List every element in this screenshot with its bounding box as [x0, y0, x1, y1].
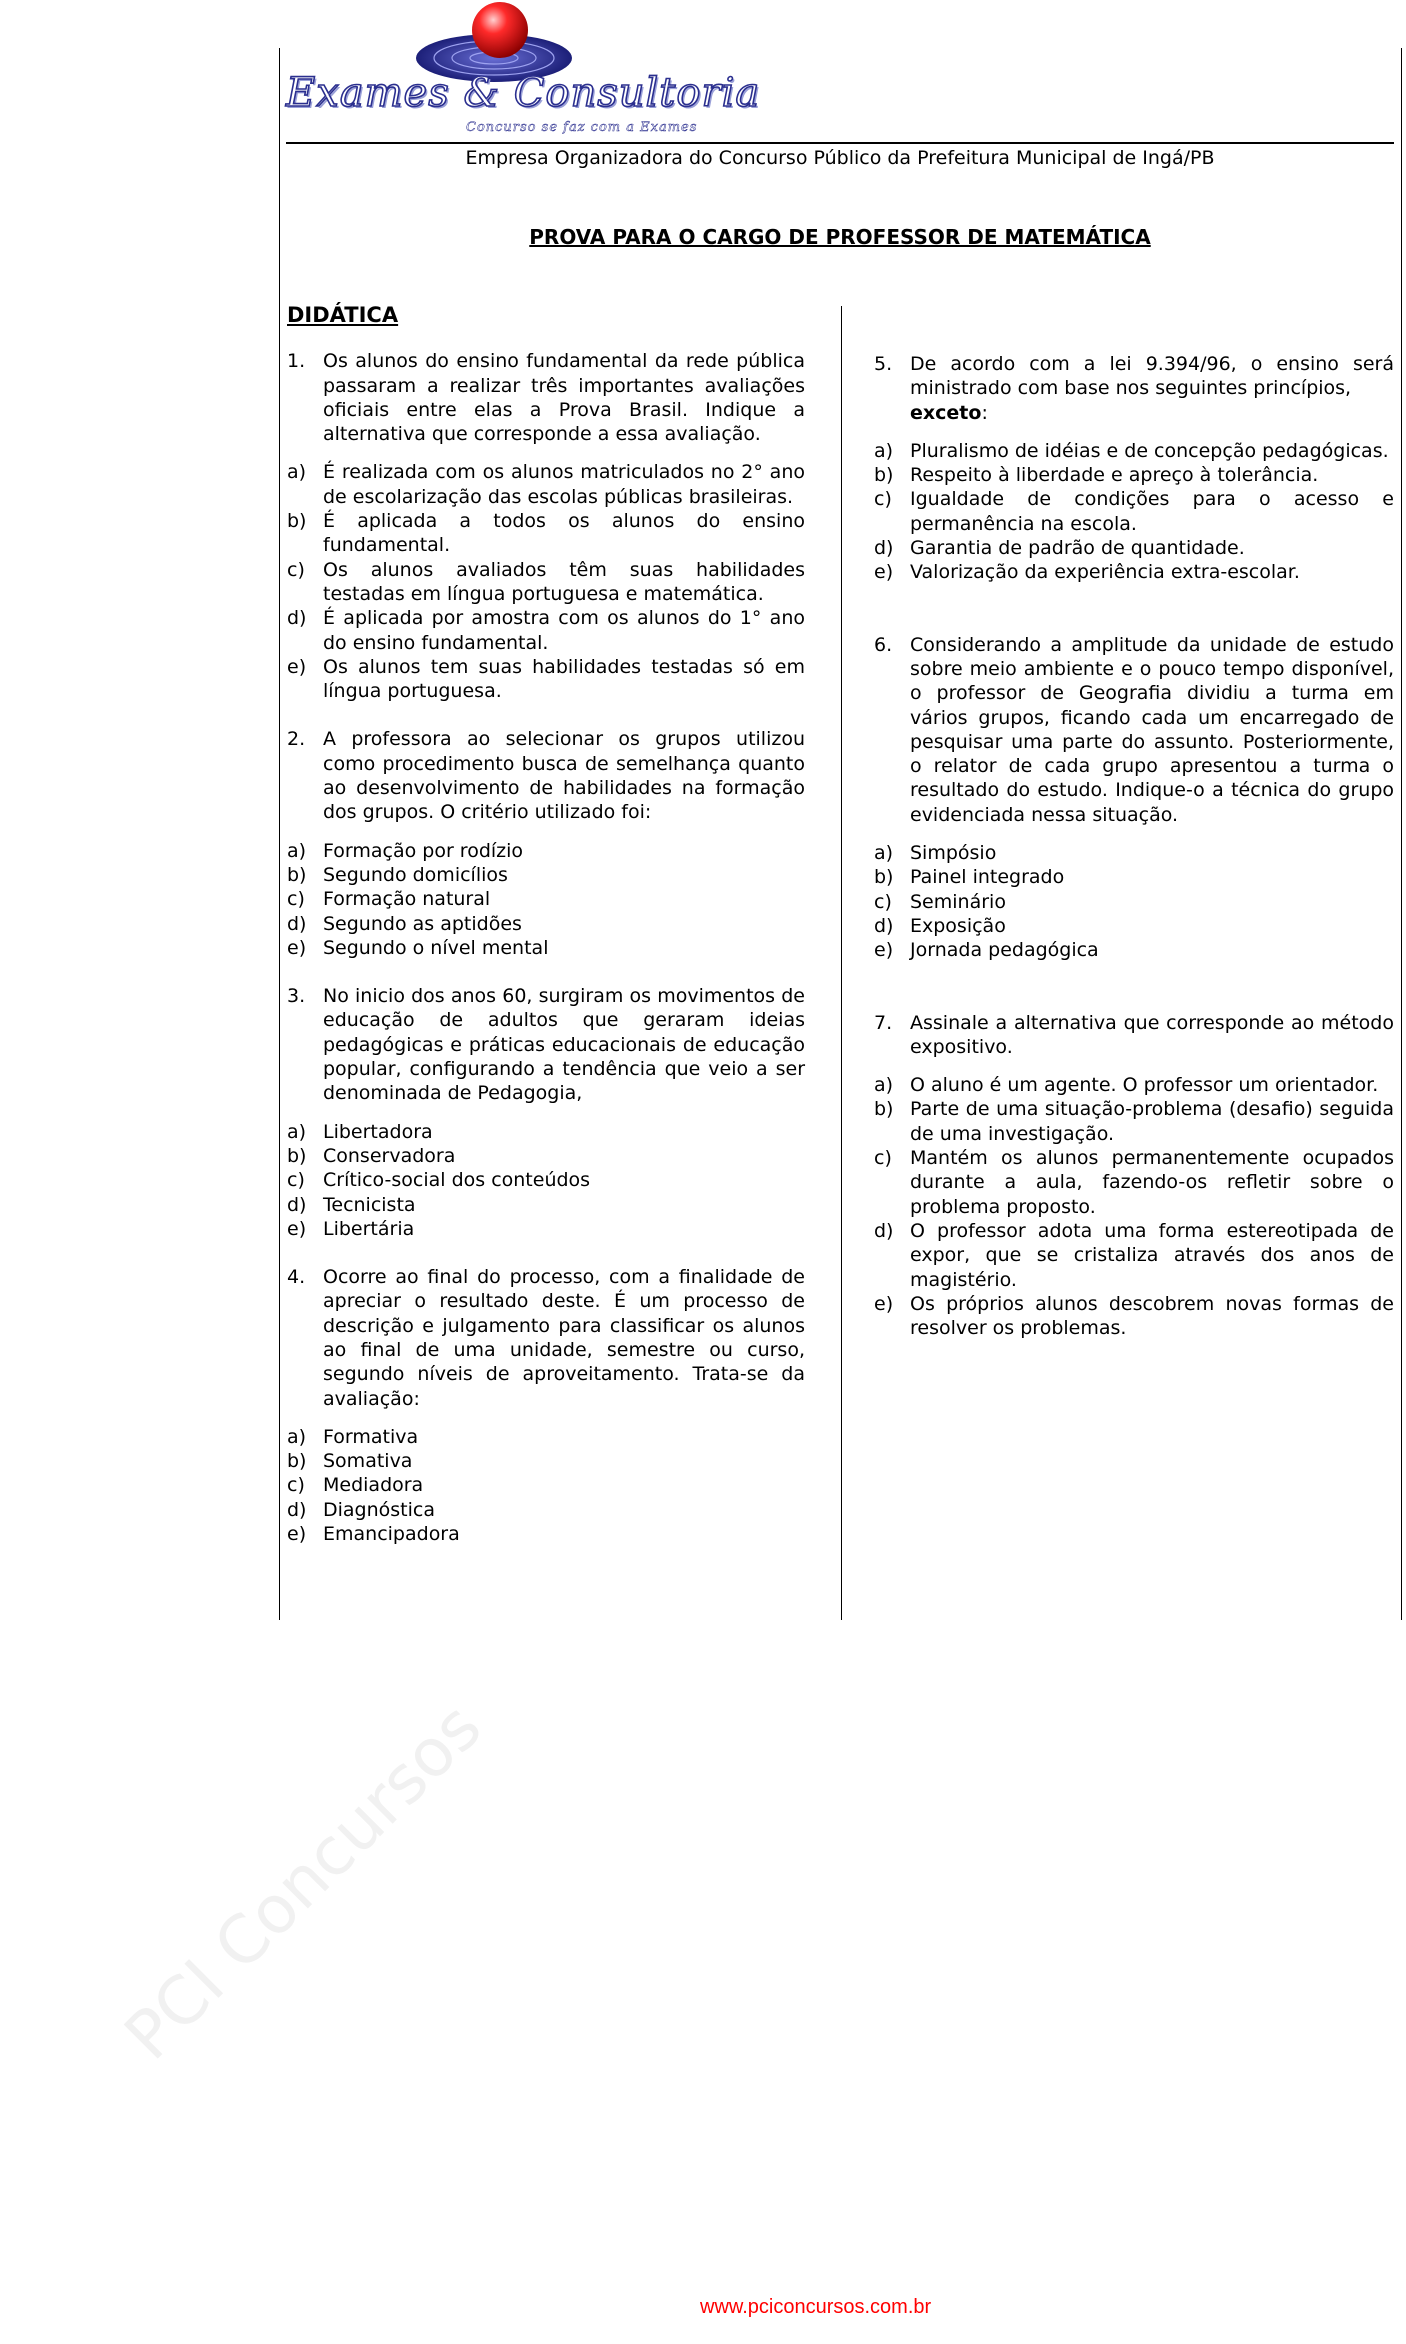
option-letter: b)	[874, 1098, 894, 1121]
question-block	[287, 349, 805, 703]
page-border-right	[1401, 48, 1402, 1620]
option-text: Emancipadora	[323, 1523, 460, 1546]
option-letter: c)	[287, 558, 305, 581]
option-text: Os próprios alunos descobrem novas formas de resolver os problemas.	[910, 1292, 1394, 1340]
question-block	[874, 1011, 1394, 1341]
question-stem	[287, 1265, 805, 1411]
question-number: 7.	[874, 1011, 893, 1034]
option-text: Somativa	[323, 1450, 413, 1473]
exam-title: PROVA PARA O CARGO DE PROFESSOR DE MATEMÁTICA	[529, 225, 1151, 249]
option-text: Segundo as aptidões	[323, 912, 522, 935]
question-text-container	[323, 349, 805, 446]
option-letter: d)	[287, 1193, 307, 1216]
option-text: É aplicada a todos os alunos do ensino fundamental.	[323, 510, 805, 557]
answer-option[interactable]	[287, 1449, 805, 1473]
question-stem	[287, 984, 805, 1105]
option-letter: e)	[874, 1292, 894, 1315]
question-block	[874, 352, 1394, 585]
option-letter: c)	[874, 488, 892, 511]
answer-option[interactable]	[287, 839, 805, 863]
option-letter: b)	[287, 510, 307, 533]
question-block	[874, 633, 1394, 963]
option-text: Painel integrado	[910, 866, 1065, 889]
option-text: Formativa	[323, 1425, 419, 1448]
question-block	[287, 1265, 805, 1546]
answer-option[interactable]	[287, 912, 805, 936]
answer-option[interactable]	[287, 1144, 805, 1168]
option-text: Os alunos tem suas habilidades testadas só em língua portuguesa.	[323, 655, 805, 703]
question-text-container	[910, 633, 1394, 827]
answer-option[interactable]	[287, 1425, 805, 1449]
option-text: Mantém os alunos permanentemente ocupados durante a aula, fazendo-os refletir sobre o problema proposto.	[910, 1147, 1394, 1218]
option-text: Formação por rodízio	[323, 839, 524, 862]
option-list	[287, 839, 805, 960]
option-text: Igualdade de condições para o acesso e permanência na escola.	[910, 488, 1394, 535]
option-letter: a)	[287, 839, 307, 862]
option-text: Conservadora	[323, 1144, 456, 1167]
answer-option[interactable]	[287, 1473, 805, 1497]
question-stem	[287, 727, 805, 824]
answer-option[interactable]	[287, 509, 805, 558]
answer-option[interactable]	[874, 865, 1394, 889]
option-text: Valorização da experiência extra-escolar.	[910, 561, 1300, 584]
left-column	[287, 303, 805, 1570]
section-title: DIDÁTICA	[287, 303, 399, 327]
answer-option[interactable]	[287, 460, 805, 509]
option-text: Parte de uma situação-problema (desafio) seguida de uma investigação.	[910, 1098, 1394, 1145]
option-text: O aluno é um agente. O professor um orientador.	[910, 1074, 1379, 1097]
option-letter: b)	[874, 464, 894, 487]
page-border-left	[279, 48, 280, 1620]
answer-option[interactable]	[874, 1073, 1394, 1097]
option-list	[874, 841, 1394, 962]
left-question-list	[287, 349, 805, 1546]
right-question-list	[874, 352, 1394, 1340]
option-letter: d)	[874, 537, 894, 560]
column-divider	[841, 306, 842, 1620]
option-letter: a)	[287, 1120, 307, 1143]
option-letter: a)	[287, 1425, 307, 1448]
question-text: De acordo com a lei 9.394/96, o ensino será ministrado com base nos seguintes princípios,	[910, 353, 1394, 400]
question-text: Considerando a amplitude da unidade de estudo sobre meio ambiente e o pouco tempo disponível, o professor de Geografia dividiu a turma em vários grupos, ficando cada um encarregado de pesquisar uma parte do assunto. Posteriormente, o relator de cada grupo apresentou a turma o resultado do estudo. Indique-o a técnica do grupo evidenciada nessa situação.	[910, 633, 1394, 826]
option-text: Segundo domicílios	[323, 863, 508, 886]
question-block	[287, 727, 805, 960]
option-letter: b)	[874, 866, 894, 889]
question-text-container	[323, 984, 805, 1105]
answer-option[interactable]	[287, 1522, 805, 1546]
answer-option[interactable]	[287, 558, 805, 607]
answer-option[interactable]	[874, 560, 1394, 584]
option-text: É realizada com os alunos matriculados no 2° ano de escolarização das escolas públicas brasileiras.	[323, 461, 805, 508]
answer-option[interactable]	[287, 1168, 805, 1192]
answer-option[interactable]	[287, 936, 805, 960]
option-letter: d)	[287, 1498, 307, 1521]
option-letter: a)	[874, 1074, 894, 1097]
answer-option[interactable]	[287, 655, 805, 704]
option-letter: e)	[874, 939, 894, 962]
answer-option[interactable]	[287, 1193, 805, 1217]
option-letter: a)	[874, 439, 894, 462]
organizer-line: Empresa Organizadora do Concurso Público da Prefeitura Municipal de Ingá/PB	[465, 147, 1215, 169]
option-text: Exposição	[910, 914, 1006, 937]
answer-option[interactable]	[287, 887, 805, 911]
question-text: Ocorre ao final do processo, com a finalidade de apreciar o resultado deste. É um processo de descrição e julgamento para classificar os alunos ao final de uma unidade, semestre ou curso, segundo níveis de aproveitamento. Trata-se da avaliação:	[323, 1266, 805, 1410]
answer-option[interactable]	[874, 487, 1394, 536]
question-number: 4.	[287, 1266, 306, 1289]
option-letter: c)	[287, 1169, 305, 1192]
option-text: Pluralismo de idéias e de concepção pedagógicas.	[910, 439, 1389, 462]
option-text: Seminário	[910, 890, 1006, 913]
option-text: Respeito à liberdade e apreço à tolerância.	[910, 464, 1319, 487]
logo-tagline: Concurso se faz com a Exames	[466, 120, 698, 135]
answer-option[interactable]	[287, 1120, 805, 1144]
question-text-container	[323, 1265, 805, 1411]
answer-option[interactable]	[874, 890, 1394, 914]
answer-option[interactable]	[874, 439, 1394, 463]
option-text: Crítico-social dos conteúdos	[323, 1169, 591, 1192]
option-letter: c)	[874, 1147, 892, 1170]
right-column	[874, 352, 1394, 1388]
option-text: Segundo o nível mental	[323, 936, 549, 959]
option-letter: c)	[874, 890, 892, 913]
option-list	[287, 1120, 805, 1241]
option-letter: d)	[874, 1219, 894, 1242]
answer-option[interactable]	[874, 938, 1394, 962]
option-letter: b)	[287, 863, 307, 886]
option-text: Libertadora	[323, 1120, 433, 1143]
question-text-end: :	[981, 401, 988, 424]
company-logo	[280, 0, 800, 138]
option-text: Libertária	[323, 1217, 415, 1240]
option-letter: c)	[287, 1474, 305, 1497]
answer-option[interactable]	[874, 841, 1394, 865]
question-stem	[874, 633, 1394, 827]
question-emphasis: exceto	[910, 401, 982, 424]
answer-option[interactable]	[874, 1146, 1394, 1219]
question-stem	[287, 349, 805, 446]
logo-ball	[472, 2, 528, 58]
option-list	[874, 439, 1394, 585]
answer-option[interactable]	[874, 914, 1394, 938]
question-number: 2.	[287, 728, 306, 751]
answer-option[interactable]	[874, 536, 1394, 560]
question-text: A professora ao selecionar os grupos utilizou como procedimento busca de semelhança quanto ao desenvolvimento de habilidades na formação dos grupos. O critério utilizado foi:	[323, 728, 805, 824]
question-text: Assinale a alternativa que corresponde ao método expositivo.	[910, 1011, 1394, 1058]
option-letter: e)	[287, 1523, 307, 1546]
option-text: Tecnicista	[323, 1193, 416, 1216]
option-text: Mediadora	[323, 1474, 424, 1497]
question-text-container	[910, 1011, 1394, 1060]
option-text: É aplicada por amostra com os alunos do 1° ano do ensino fundamental.	[323, 607, 805, 654]
option-text: Garantia de padrão de quantidade.	[910, 537, 1245, 560]
option-letter: e)	[287, 1217, 307, 1240]
option-letter: e)	[874, 561, 894, 584]
option-letter: b)	[287, 1450, 307, 1473]
option-letter: e)	[287, 936, 307, 959]
option-letter: a)	[874, 842, 894, 865]
question-number: 5.	[874, 353, 893, 375]
question-number: 1.	[287, 350, 306, 373]
option-text: Diagnóstica	[323, 1498, 435, 1521]
question-text-container	[323, 727, 805, 824]
question-number: 6.	[874, 633, 893, 656]
option-text: Jornada pedagógica	[910, 939, 1099, 962]
answer-option[interactable]	[287, 606, 805, 655]
option-letter: d)	[287, 912, 307, 935]
question-stem	[874, 1011, 1394, 1060]
option-list	[287, 1425, 805, 1546]
option-text: Formação natural	[323, 888, 491, 911]
option-text: Simpósio	[910, 842, 997, 865]
question-block	[287, 984, 805, 1241]
option-letter: d)	[287, 607, 307, 630]
option-list	[874, 1073, 1394, 1340]
answer-option[interactable]	[874, 1292, 1394, 1341]
option-letter: b)	[287, 1144, 307, 1167]
logo-text: Exames & Consultoria	[286, 70, 761, 116]
watermark: PCI Concursos	[110, 1688, 497, 2075]
header-rule	[286, 142, 1394, 144]
option-letter: a)	[287, 461, 307, 484]
option-list	[287, 460, 805, 703]
question-number: 3.	[287, 985, 306, 1008]
option-text: Os alunos avaliados têm suas habilidades testadas em língua portuguesa e matemática.	[323, 558, 805, 605]
footer-url[interactable]: www.pciconcursos.com.br	[700, 2296, 932, 2318]
answer-option[interactable]	[287, 1498, 805, 1522]
answer-option[interactable]	[287, 1217, 805, 1241]
option-letter: c)	[287, 888, 305, 911]
question-stem	[874, 352, 1394, 425]
option-letter: d)	[874, 914, 894, 937]
answer-option[interactable]	[874, 1097, 1394, 1146]
answer-option[interactable]	[287, 863, 805, 887]
answer-option[interactable]	[874, 1219, 1394, 1292]
option-text: O professor adota uma forma estereotipada de expor, que se cristaliza através dos anos de magistério.	[910, 1219, 1394, 1291]
question-text-container	[910, 352, 1394, 425]
answer-option[interactable]	[874, 463, 1394, 487]
question-text: Os alunos do ensino fundamental da rede pública passaram a realizar três importantes avaliações oficiais entre elas a Prova Brasil. Indique a alternativa que corresponde a essa avaliação.	[323, 350, 805, 446]
option-letter: e)	[287, 655, 307, 678]
question-text: No inicio dos anos 60, surgiram os movimentos de educação de adultos que geraram ideias pedagógicas e práticas educacionais de educação popular, configurando a tendência que veio a ser denominada de Pedagogia,	[323, 985, 805, 1105]
